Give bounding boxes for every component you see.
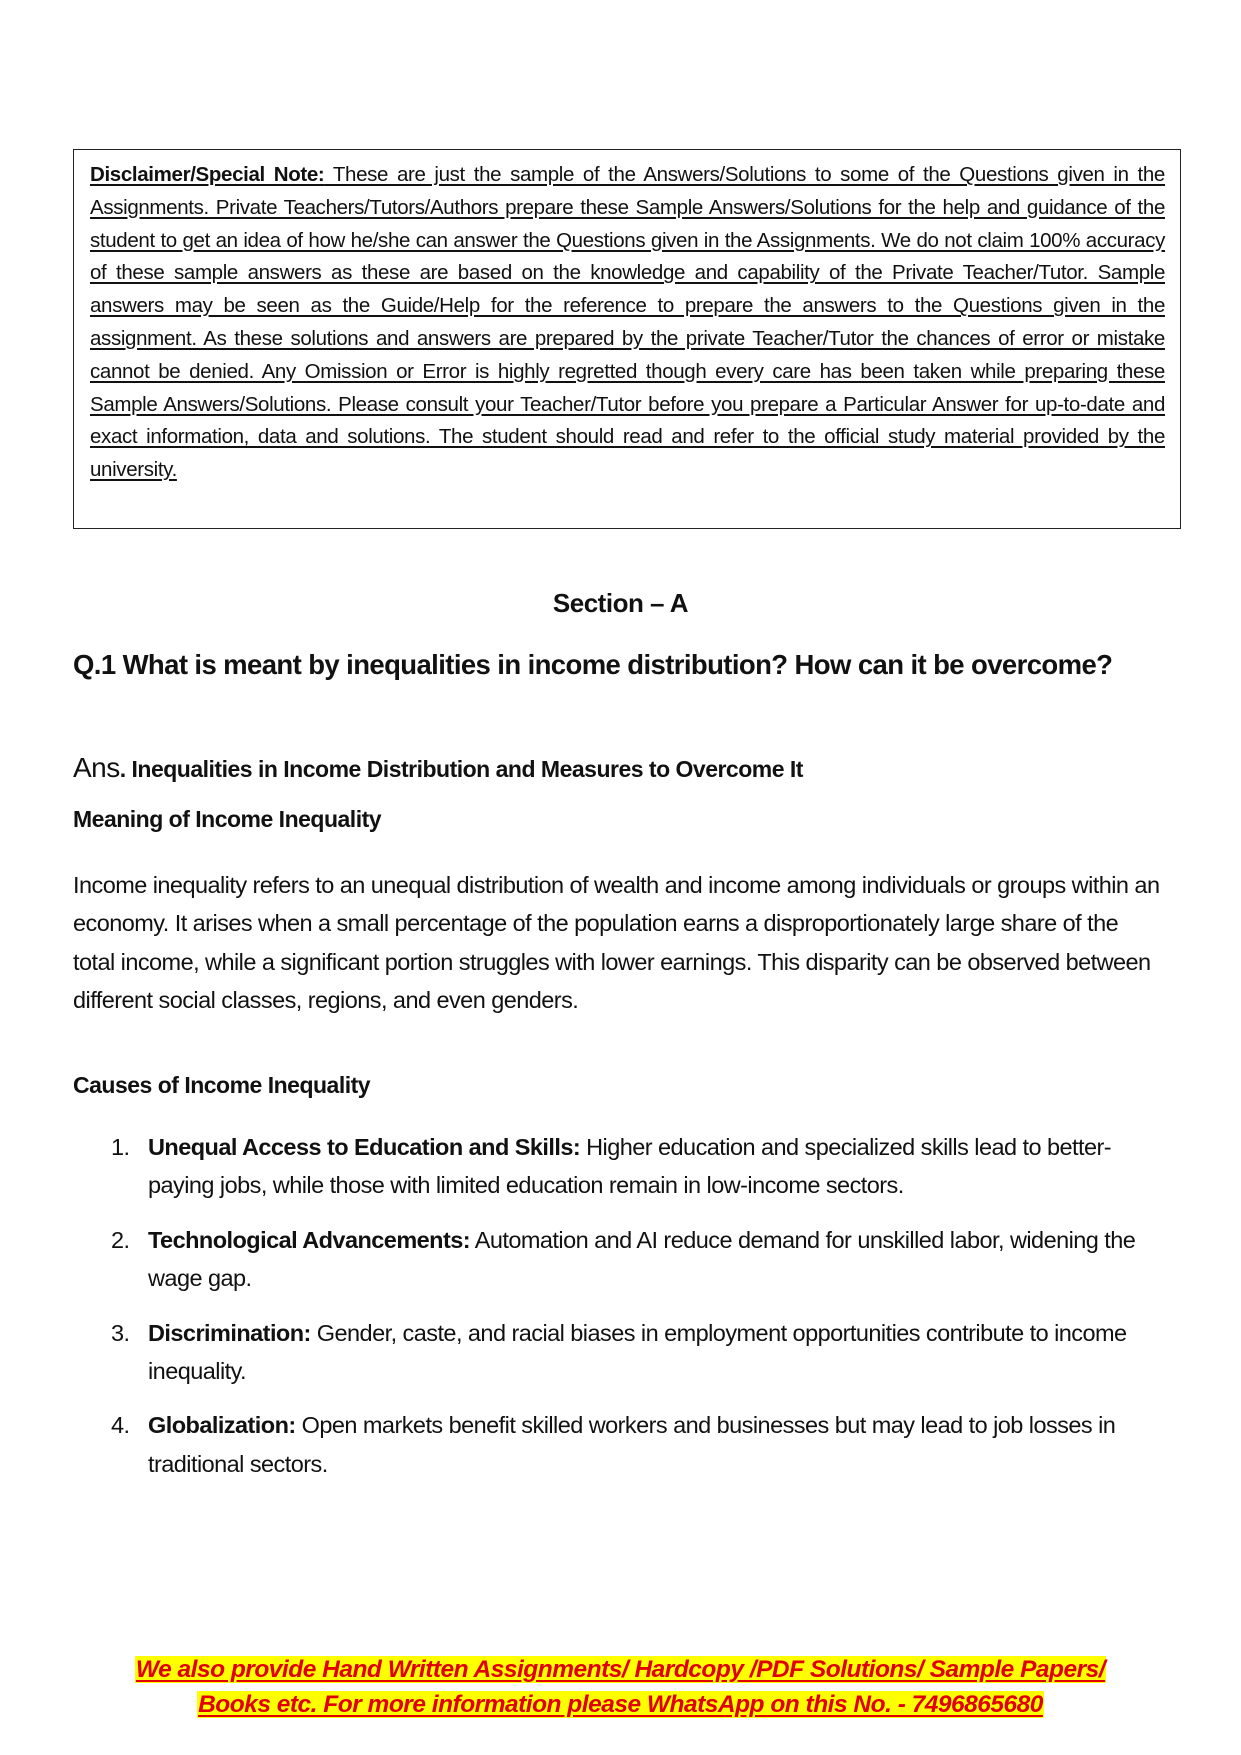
list-number: 3. <box>111 1319 130 1346</box>
promo-line-2: Books etc. For more information please WhatsApp on this No. - 7496865680 <box>198 1691 1043 1718</box>
list-item <box>73 1406 1173 1483</box>
disclaimer-box <box>73 149 1181 529</box>
list-item <box>73 1128 1173 1205</box>
cause-title: Globalization: <box>148 1412 296 1439</box>
cause-text: Gender, caste, and racial biases in employment opportunities contribute to income inequality. <box>148 1319 1127 1385</box>
list-item <box>73 1314 1173 1391</box>
answer-title <box>73 752 1173 784</box>
section-title: Section – A <box>552 588 689 618</box>
cause-text: Open markets benefit skilled workers and businesses but may lead to job losses in traditional sectors. <box>148 1412 1116 1477</box>
promo-footer <box>0 1652 1241 1722</box>
list-item <box>73 1221 1173 1298</box>
cause-title: Discrimination: <box>148 1319 311 1346</box>
cause-title: Technological Advancements: <box>148 1226 471 1253</box>
disclaimer-body: These are just the sample of the Answers/Solutions to some of the Questions given in the Assignments. Private Teachers/Tutors/Authors prepare these Sample Answers/Solutions for the help and guidance of the student to get an idea of how he/she can answer the Questions given in the Assignments. We do not claim 100% accuracy of these sample answers as these are based on the knowledge and capability of the Private Teacher/Tutor. Sample answers may be seen as the Guide/Help for the reference to prepare the answers to the Questions given in the assignment. As these solutions and answers are prepared by the private Teacher/Tutor the chances of error or mistake cannot be denied. Any Omission or Error is highly regretted though every care has been taken while preparing these Sample Answers/Solutions. Please consult your Teacher/Tutor before you prepare a Particular Answer for up-to-date and exact information, data and solutions. The student should read and refer to the official study material provided by the university. <box>90 163 1165 482</box>
answer-prefix: Ans <box>73 752 120 783</box>
causes-list <box>73 1128 1173 1499</box>
cause-title: Unequal Access to Education and Skills: <box>148 1134 581 1160</box>
question-heading: Q.1 What is meant by inequalities in income distribution? How can it be overcome? <box>73 649 1113 680</box>
causes-heading: Causes of Income Inequality <box>73 1072 371 1098</box>
list-number: 4. <box>111 1412 130 1439</box>
meaning-paragraph: Income inequality refers to an unequal distribution of wealth and income among individuals or groups within an economy. It arises when a small percentage of the population earns a disproportionately large share of the total income, while a significant portion struggles with lower earnings. This disparity can be observed between different social classes, regions, and even genders. <box>73 872 1160 1014</box>
list-number: 2. <box>111 1226 130 1253</box>
meaning-heading: Meaning of Income Inequality <box>73 806 382 832</box>
promo-line-1: We also provide Hand Written Assignments/ Hardcopy /PDF Solutions/ Sample Papers/ <box>135 1656 1106 1683</box>
cause-text: Higher education and specialized skills lead to better-paying jobs, while those with limited education remain in low-income sectors. <box>148 1134 1112 1199</box>
list-number: 1. <box>111 1134 130 1160</box>
disclaimer-text <box>90 159 1165 487</box>
answer-title-text: . Inequalities in Income Distribution and Measures to Overcome It <box>119 756 803 782</box>
cause-text: Automation and AI reduce demand for unskilled labor, widening the wage gap. <box>148 1226 1136 1292</box>
disclaimer-label: Disclaimer/Special Note: <box>90 163 325 186</box>
